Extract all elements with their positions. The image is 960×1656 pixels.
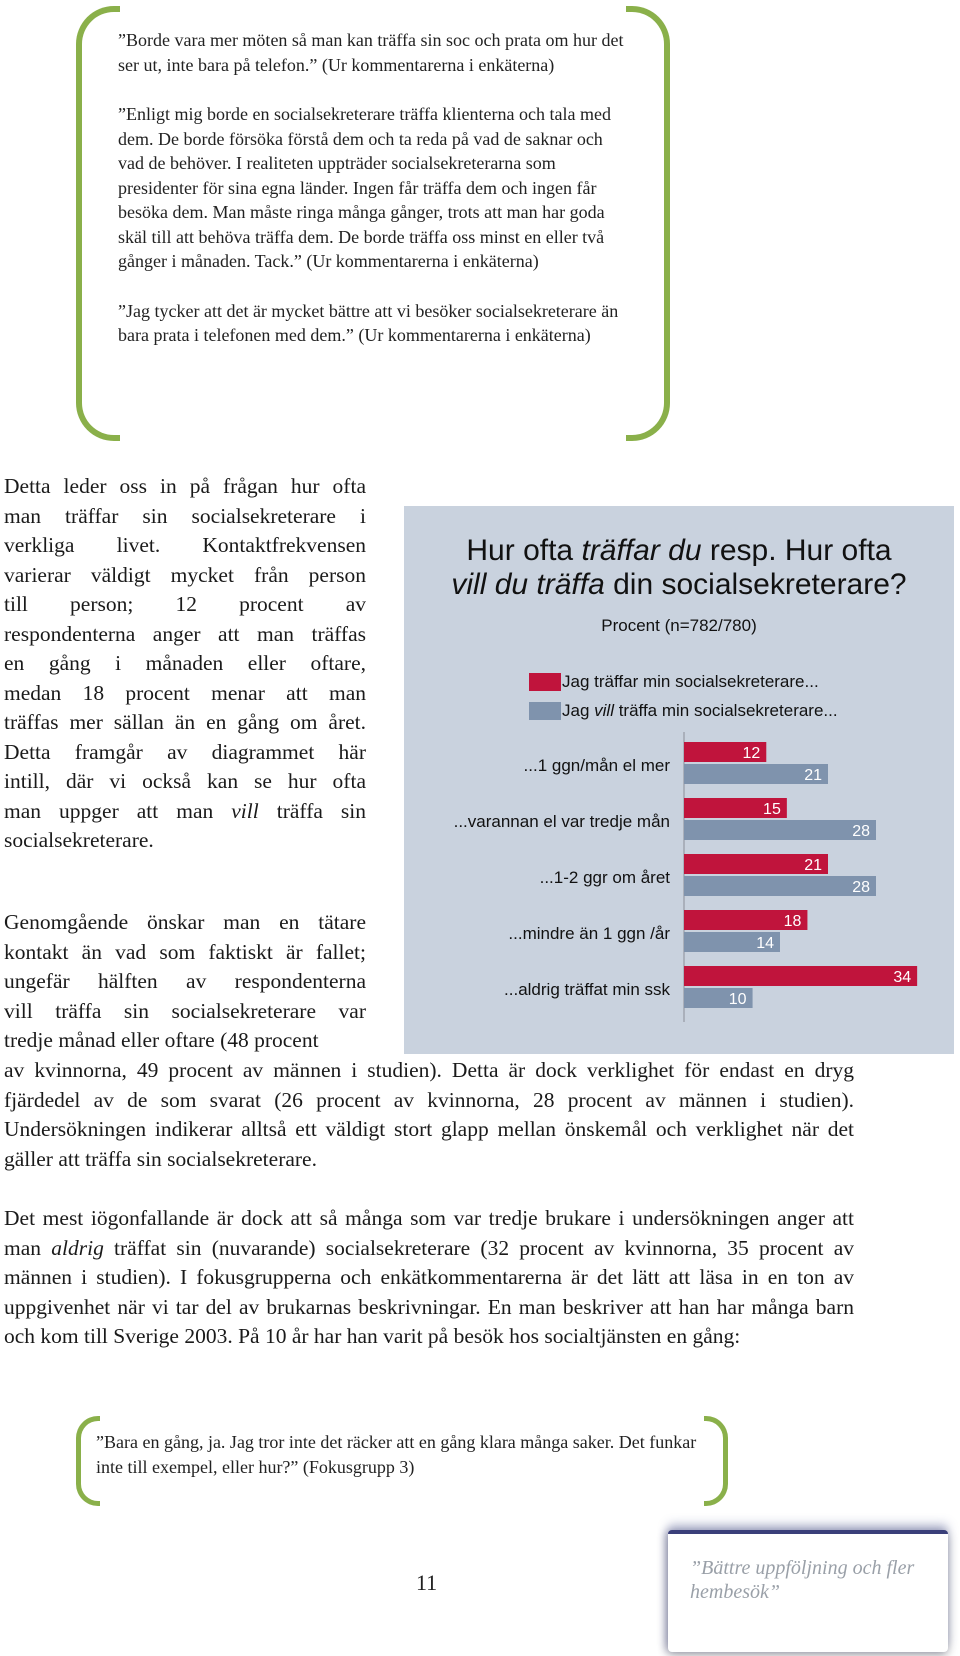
body-paragraph-3 [4,1204,854,1352]
data-label: 28 [852,879,870,896]
p3-text: Det mest iögonfallande är dock att så många som var tredje brukare i undersökningen anger att man aldrig träffat sin (nuvarande) socialsekreterare (32 procent av kvinnorna, 35 procent av männen i studien). I fokusgrupperna och enkätkommentarerna är det lätt att läsa in en ton av uppgivenhet när vi tar del av brukarnas beskrivningar. En man beskriver att han har många barn och kom till Sverige 2003. På 10 år har han varit på besök hos socialtjänsten en gång: [4,1206,854,1348]
bar-wish [684,876,876,896]
p1-line: Detta framgår av diagrammet här [4,739,366,764]
bar-wish [684,820,876,840]
quote-3: ”Jag tycker att det är mycket bättre att vi besöker socialsekreterare än bara prata i telefonen med dem.” (Ur kommentarerna i enkäterna) [118,300,619,345]
p1-line: man träffar sin socialsekreterare i [4,503,366,528]
p1-line: intill, där vi också kan se hur ofta [4,769,366,793]
p1-line: till person; 12 procent av [4,592,366,616]
category-label: ...mindre än 1 ggn /år [508,924,670,943]
body-paragraph-2-full [4,1056,854,1174]
chart-title-line-1: Hur ofta träffar du resp. Hur ofta [466,534,892,567]
legend-label-actual: Jag träffar min socialsekreterare... [562,672,819,691]
p1-line: socialsekreterare. [4,828,154,852]
quote-1: ”Borde vara mer möten så man kan träffa sin soc och prata om hur det ser ut, inte bara på telefon.” (Ur kommentarerna i enkäterna) [118,30,624,75]
category-label: ...varannan el var tredje mån [453,812,670,831]
p2-line: ungefär hälften av respondenterna [4,969,366,993]
legend-label-wish: Jag vill träffa min socialsekreterare... [562,701,838,720]
footer-tagline: ”Bättre uppföljning och fler hembesök” [690,1557,915,1603]
p1-line: verkliga livet. Kontaktfrekvensen [4,533,366,557]
p2-rest: av kvinnorna, 49 procent av männen i studien). Detta är dock verklighet för endast en dryg fjärdedel av de som svarat (26 procent av kvinnorna, 28 procent av männen i studien). Undersökningen indikerar alltså ett väldigt stort glapp mellan önskemål och verklighet när det gäller att träffa sin socialsekreterare. [4,1058,854,1171]
chart-panel [404,506,954,1054]
category-label: ...1 ggn/mån el mer [523,756,670,775]
data-label: 21 [804,857,822,874]
body-paragraph-1 [4,472,366,856]
category-label: ...1-2 ggr om året [539,868,670,887]
data-label: 12 [742,745,761,762]
p1-line: träffas mer sällan än en gång om året. [4,710,366,734]
page-number: 11 [416,1570,438,1595]
data-label: 21 [804,767,822,784]
bar-actual [684,966,917,986]
data-label: 15 [763,801,781,818]
p1-line: Detta leder oss in på frågan hur ofta [4,474,366,498]
top-quotes [118,28,630,348]
p2-line: vill träffa sin socialsekreterare var [4,998,366,1023]
data-label: 10 [728,991,747,1008]
data-label: 34 [893,969,912,986]
p1-line: respondenterna anger att man träffas [4,621,366,646]
body-paragraph-2-left [4,908,366,1056]
p2-line: tredje månad eller oftare (48 procent [4,1028,319,1052]
category-label: ...aldrig träffat min ssk [504,980,670,999]
data-label: 28 [852,823,870,840]
p1-line: en gång i månaden eller oftare, [4,651,366,675]
p1-line: medan 18 procent menar att man [4,680,366,705]
chart-subtitle: Procent (n=782/780) [601,616,757,635]
quote-2: ”Enligt mig borde en socialsekreterare träffa klienterna och tala med dem. De borde försöka förstå dem och ta reda på vad de saknar och vad de behöver. I realiteten uppträder socialsekreterarna som presidenter för sina egna länder. Ingen får träffa dem och ingen får besöka dem. Man måste ringa många gånger, trots att man har goda skäl till att behöva träffa dem. De borde träffa oss minst en eller två gånger i månaden. Tack.” (Ur kommentarerna i enkäterna) [118,104,611,271]
bar-chart [404,506,954,1054]
bottom-quote: ”Bara en gång, ja. Jag tror inte det räcker att en gång klara många saker. Det funkar inte till exempel, eller hur?” (Fokusgrupp 3) [96,1432,697,1477]
p1-line-emph: man uppger att man vill träffa sin [4,798,366,823]
data-label: 14 [756,935,774,952]
p2-line: Genomgående önskar man en tätare [4,910,366,934]
p2-line: kontakt än vad som faktiskt är fallet; [4,939,366,964]
p1-line: varierar väldigt mycket från person [4,562,366,587]
footer-tagline-box [668,1530,948,1652]
quote-brace-right [626,6,670,441]
chart-title-line-2: vill du träffa din socialsekreterare? [451,568,907,601]
data-label: 18 [783,913,802,930]
quote-brace-left [76,6,120,441]
